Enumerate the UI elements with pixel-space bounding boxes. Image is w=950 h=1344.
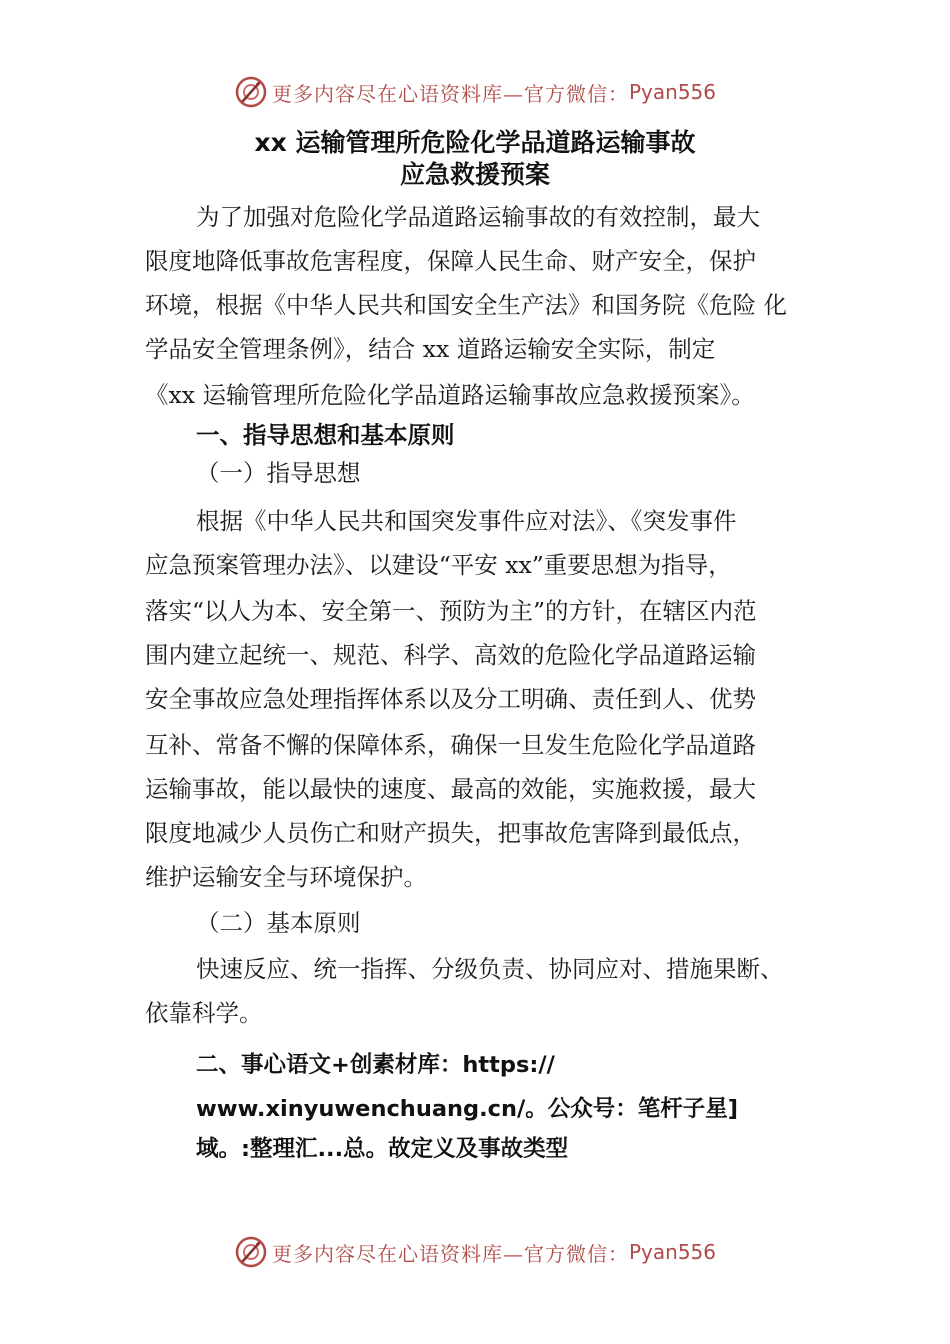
sub-2-line: 依靠科学。 — [145, 999, 263, 1027]
section-2-line: www.xinyuwenchuang.cn/。公众号：笔杆子星] — [196, 1096, 739, 1122]
wechat-id: Pyan556 — [628, 80, 716, 104]
doc-title-line-2: 应急救援预案 — [399, 160, 550, 189]
sub-2-heading: （二）基本原则 — [196, 909, 361, 937]
sub-1-line: 运输事故，能以最快的速度、最高的效能，实施救援，最大 — [145, 775, 756, 803]
intro-line: 限度地降低事故危害程度，保障人民生命、财产安全，保护 — [145, 247, 756, 275]
footer-banner — [0, 1232, 950, 1272]
sub-1-line: 互补、常备不懈的保障体系，确保一旦发生危险化学品道路 — [145, 731, 756, 759]
intro-line: 为了加强对危险化学品道路运输事故的有效控制，最大 — [196, 203, 760, 231]
wechat-id: Pyan556 — [628, 1240, 716, 1264]
header-banner — [0, 72, 950, 112]
sub-1-line: 安全事故应急处理指挥体系以及分工明确、责任到人、优势 — [145, 685, 756, 713]
intro-line: 《xx 运输管理所危险化学品道路运输事故应急救援预案》。 — [145, 381, 755, 409]
logo-icon — [234, 1235, 268, 1269]
sub-1-line: 限度地减少人员伤亡和财产损失，把事故危害降到最低点， — [145, 819, 756, 847]
sub-1-heading: （一）指导思想 — [196, 459, 361, 487]
section-2-line: 域。:整理汇...总。故定义及事故类型 — [196, 1136, 569, 1162]
intro-line: 学品安全管理条例》，结合 xx 道路运输安全实际，制定 — [145, 335, 716, 363]
intro-line: 环境，根据《中华人民共和国安全生产法》和国务院《危险 化 — [145, 291, 787, 319]
doc-title-line-1: xx 运输管理所危险化学品道路运输事故 — [254, 128, 696, 157]
sub-1-line: 维护运输安全与环境保护。 — [145, 863, 427, 891]
banner-text: 更多内容尽在心语资料库—官方微信： — [271, 81, 629, 106]
section-2-line: 二、事心语文+创素材库：https:// — [196, 1052, 555, 1078]
section-1-heading: 一、指导思想和基本原则 — [196, 421, 455, 449]
sub-1-line: 根据《中华人民共和国突发事件应对法》、《突发事件 — [196, 507, 737, 535]
banner-text: 更多内容尽在心语资料库—官方微信： — [271, 1241, 629, 1266]
logo-icon — [234, 75, 268, 109]
sub-1-line: 围内建立起统一、规范、科学、高效的危险化学品道路运输 — [145, 641, 756, 669]
sub-1-line: 应急预案管理办法》、以建设“平安 xx”重要思想为指导， — [145, 551, 732, 579]
sub-2-line: 快速反应、统一指挥、分级负责、协同应对、措施果断、 — [196, 955, 784, 983]
sub-1-line: 落实“以人为本、安全第一、预防为主”的方针，在辖区内范 — [145, 597, 757, 625]
